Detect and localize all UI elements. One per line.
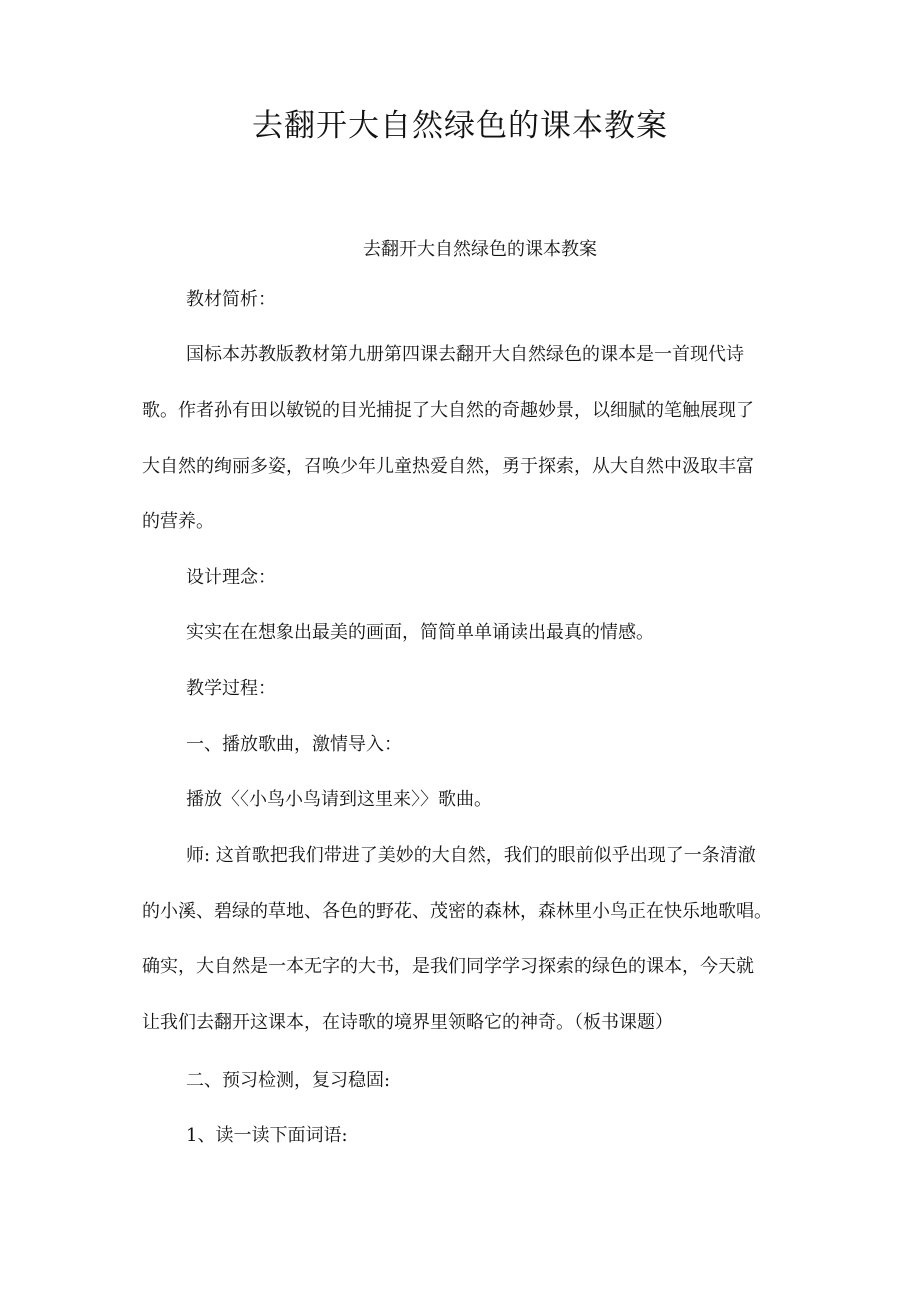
paragraph-line: 国标本苏教版教材第九册第四课去翻开大自然绿色的课本是一首现代诗: [186, 344, 744, 365]
paragraph-line: 的营养。: [142, 511, 214, 532]
paragraph-line: 歌。作者孙有田以敏锐的目光捕捉了大自然的奇趣妙景，以细腻的笔触展现了: [142, 400, 754, 421]
paragraph-line: 确实，大自然是一本无字的大书，是我们同学学习探索的绿色的课本，今天就: [142, 956, 754, 977]
section-heading-design: 设计理念：: [186, 567, 276, 588]
list-item: 1、读一读下面词语:: [186, 1125, 348, 1146]
step-heading-one: 一、播放歌曲，激情导入：: [186, 734, 402, 755]
step-heading-two: 二、预习检测，复习稳固:: [186, 1070, 391, 1091]
paragraph-line: 实实在在想象出最美的画面，简简单单诵读出最真的情感。: [186, 622, 654, 643]
section-heading-process: 教学过程：: [186, 678, 276, 699]
document-title: 去翻开大自然绿色的课本教案: [252, 108, 668, 144]
paragraph-line: 大自然的绚丽多姿，召唤少年儿童热爱自然，勇于探索，从大自然中汲取丰富: [142, 456, 754, 477]
paragraph-line: 让我们去翻开这课本，在诗歌的境界里领略它的神奇。（板书课题）: [142, 1012, 673, 1033]
section-heading-analysis: 教材简析：: [186, 289, 276, 310]
paragraph-line: 播放〈〈小鸟小鸟请到这里来〉〉歌曲。: [186, 789, 492, 810]
paragraph-line: 师: 这首歌把我们带进了美妙的大自然，我们的眼前似乎出现了一条清澈: [186, 845, 756, 866]
document-subtitle: 去翻开大自然绿色的课本教案: [363, 239, 597, 260]
paragraph-line: 的小溪、碧绿的草地、各色的野花、茂密的森林，森林里小鸟正在快乐地歌唱。: [142, 901, 772, 922]
